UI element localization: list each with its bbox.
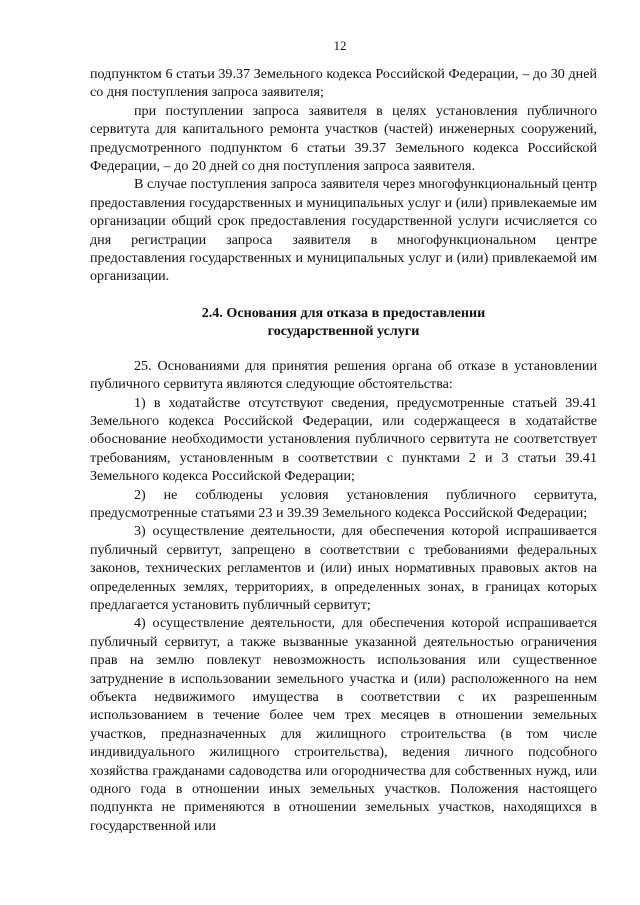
list-item: 4) осуществление деятельности, для обеспечения которой испрашивается публичный сервитут, а также вызванные указанной деятельностью ограничения прав на землю повлекут невозможность использования или существенное затруднение в использовании земельного участка и (или) расположенного на нем объекта недвижимого имущества в соответствии с их разрешенным использованием в течение более чем трех месяцев в отношении земельных участков, предназначенных для жилищного строительства (в том числе индивидуального жилищного строительства), ведения личного подсобного хозяйства гражданами садоводства или огородничества для собственных нужд, или одного года в отношении иных земельных участков. Положения настоящего подпункта не применяются в отношении земельных участков, находящихся в государственной или [90, 615, 597, 834]
section-heading-line: 2.4. Основания для отказа в предоставлении [201, 304, 486, 321]
list-item: 1) в ходатайстве отсутствуют сведения, предусмотренные статьей 39.41 Земельного кодекса Российской Федерации, или содержащееся в ходатайстве обоснование необходимости установления публичного сервитута не соответствует требованиям, установленным в соответствии с пунктами 2 и 3 статьи 39.41 Земельного кодекса Российской Федерации; [90, 394, 597, 485]
page-number: 12 [333, 38, 347, 53]
paragraph: при поступлении запроса заявителя в целях установления публичного сервитута для капитального ремонта участков (частей) инженерных сооружений, предусмотренного подпунктом 6 статьи 39.37 Земельного кодекса Российской Федерации, – до 20 дней со дня поступления запроса заявителя. [90, 102, 597, 175]
section-heading-line: государственной услуги [267, 323, 420, 340]
document-body [90, 65, 597, 835]
paragraph: подпунктом 6 статьи 39.37 Земельного кодекса Российской Федерации, – до 30 дней со дня поступления запроса заявителя; [90, 66, 597, 101]
list-item: 2) не соблюдены условия установления публичного сервитута, предусмотренные статьями 23 и 39.39 Земельного кодекса Российской Федерации; [90, 486, 597, 521]
paragraph: В случае поступления запроса заявителя через многофункциональный центр предоставления государственных и муниципальных услуг и (или) привлекаемые им организации общий срок предоставления государственной услуги исчисляется со дня регистрации запроса заявителя в многофункциональном центре предоставления государственных и муниципальных услуг и (или) привлекаемой им организации. [90, 176, 597, 285]
paragraph: 25. Основаниями для принятия решения органа об отказе в установлении публичного сервитута являются следующие обстоятельства: [90, 357, 597, 393]
section-heading [90, 304, 597, 341]
list-item: 3) осуществление деятельности, для обеспечения которой испрашивается публичный сервитут, запрещено в соответствии с требованиями федеральных законов, технических регламентов и (или) иных нормативных правовых актов на определенных землях, территориях, в определенных зонах, в границах которых предлагается установить публичный сервитут; [90, 523, 597, 613]
